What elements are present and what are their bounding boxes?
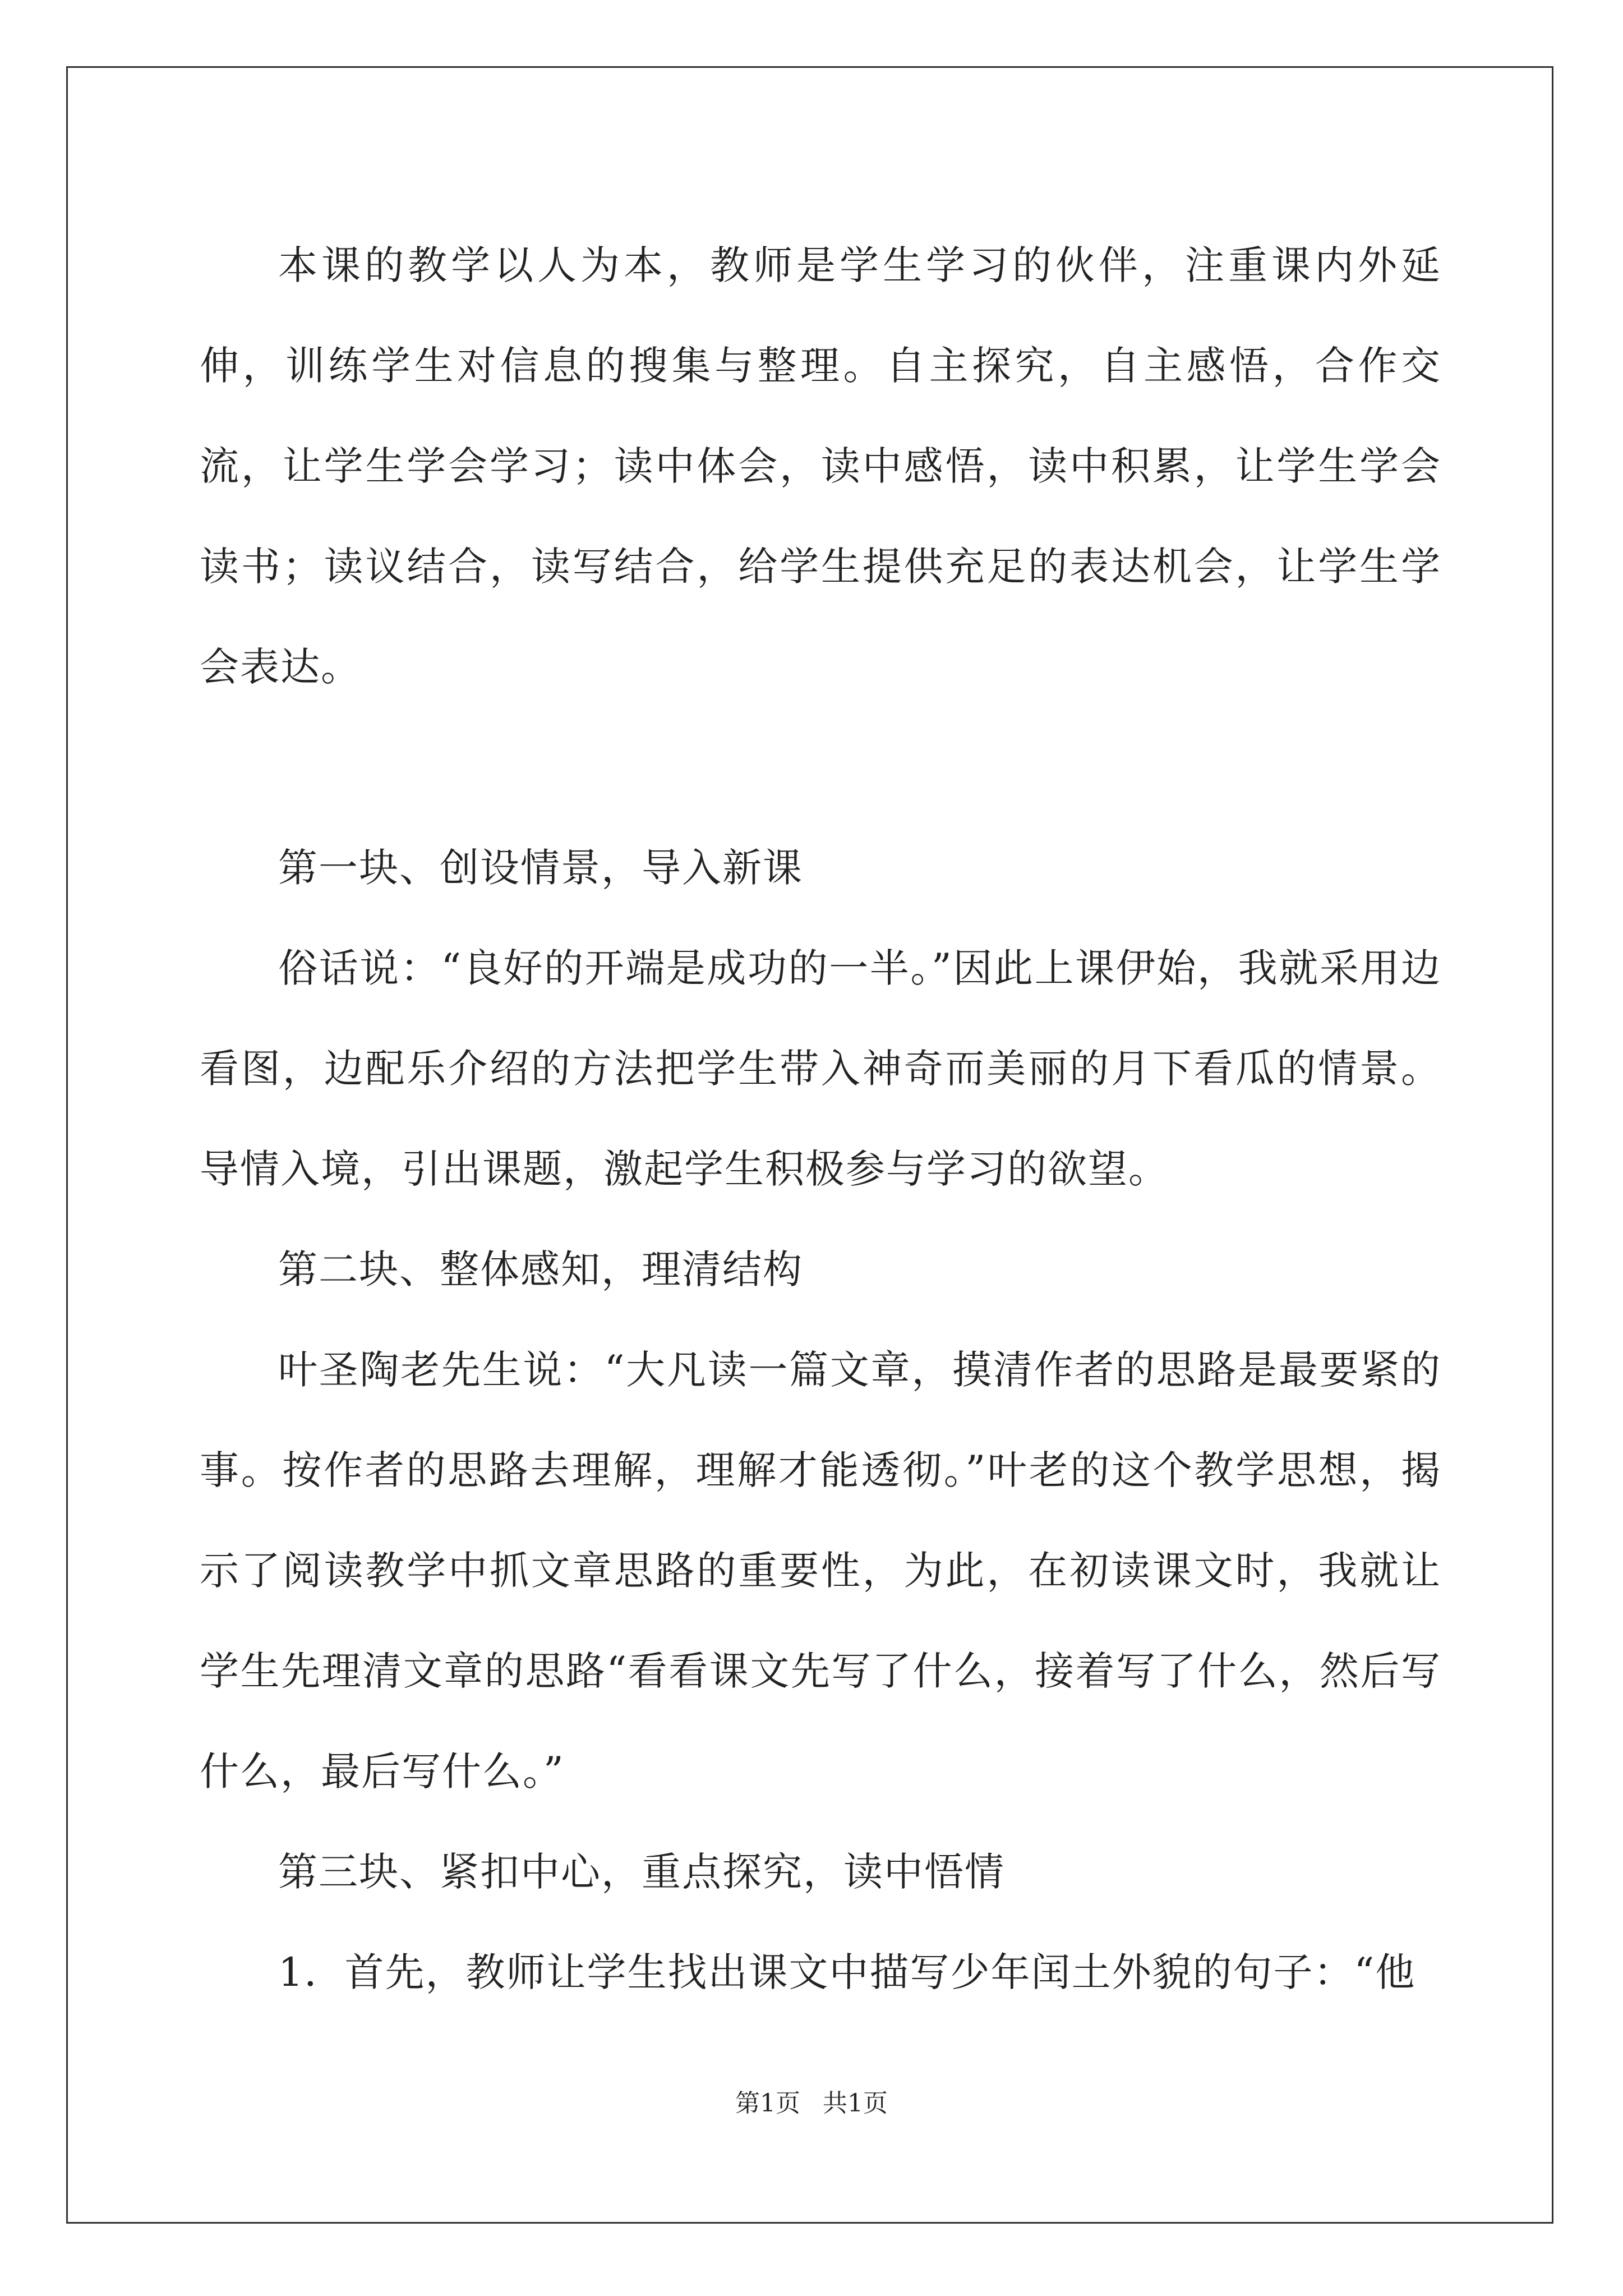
- section2-paragraph: 叶圣陶老先生说：“大凡读一篇文章，摸清作者的思路是最要紧的事。按作者的思路去理解，理解才能透彻。”叶老的这个教学思想，揭示了阅读教学中抓文章思路的重要性，为此，在初读课文时，我就让学生先理清文章的思路“看看课文先写了什么，接着写了什么，然后写什么，最后写什么。”: [200, 1347, 1441, 1795]
- section2-heading: 第二块、整体感知，理清结构: [278, 1246, 803, 1292]
- page-number: 第1页: [735, 2089, 800, 2118]
- section1-paragraph: 俗话说：“良好的开端是成功的一半。”因此上课伊始，我就采用边看图，边配乐介绍的方法把学生带入神奇而美丽的月下看瓜的情景。导情入境，引出课题，激起学生积极参与学习的欲望。: [200, 945, 1441, 1192]
- paragraph-spacer: [200, 717, 1441, 818]
- page-total: 共1页: [823, 2089, 888, 2118]
- document-body: [200, 215, 1441, 2023]
- section3-item1: 1．首先，教师让学生找出课文中描写少年闰土外貌的句子：“他: [278, 1949, 1416, 1995]
- intro-paragraph: 本课的教学以人为本，教师是学生学习的伙伴，注重课内外延伸，训练学生对信息的搜集与整理。自主探究，自主感悟，合作交流，让学生学会学习；读中体会，读中感悟，读中积累，让学生学会读书；读议结合，读写结合，给学生提供充足的表达机会，让学生学会表达。: [200, 242, 1441, 690]
- section1-heading: 第一块、创设情景，导入新课: [278, 845, 803, 891]
- page-footer: [0, 2087, 1623, 2120]
- section3-heading: 第三块、紧扣中心，重点探究，读中悟情: [278, 1849, 1005, 1895]
